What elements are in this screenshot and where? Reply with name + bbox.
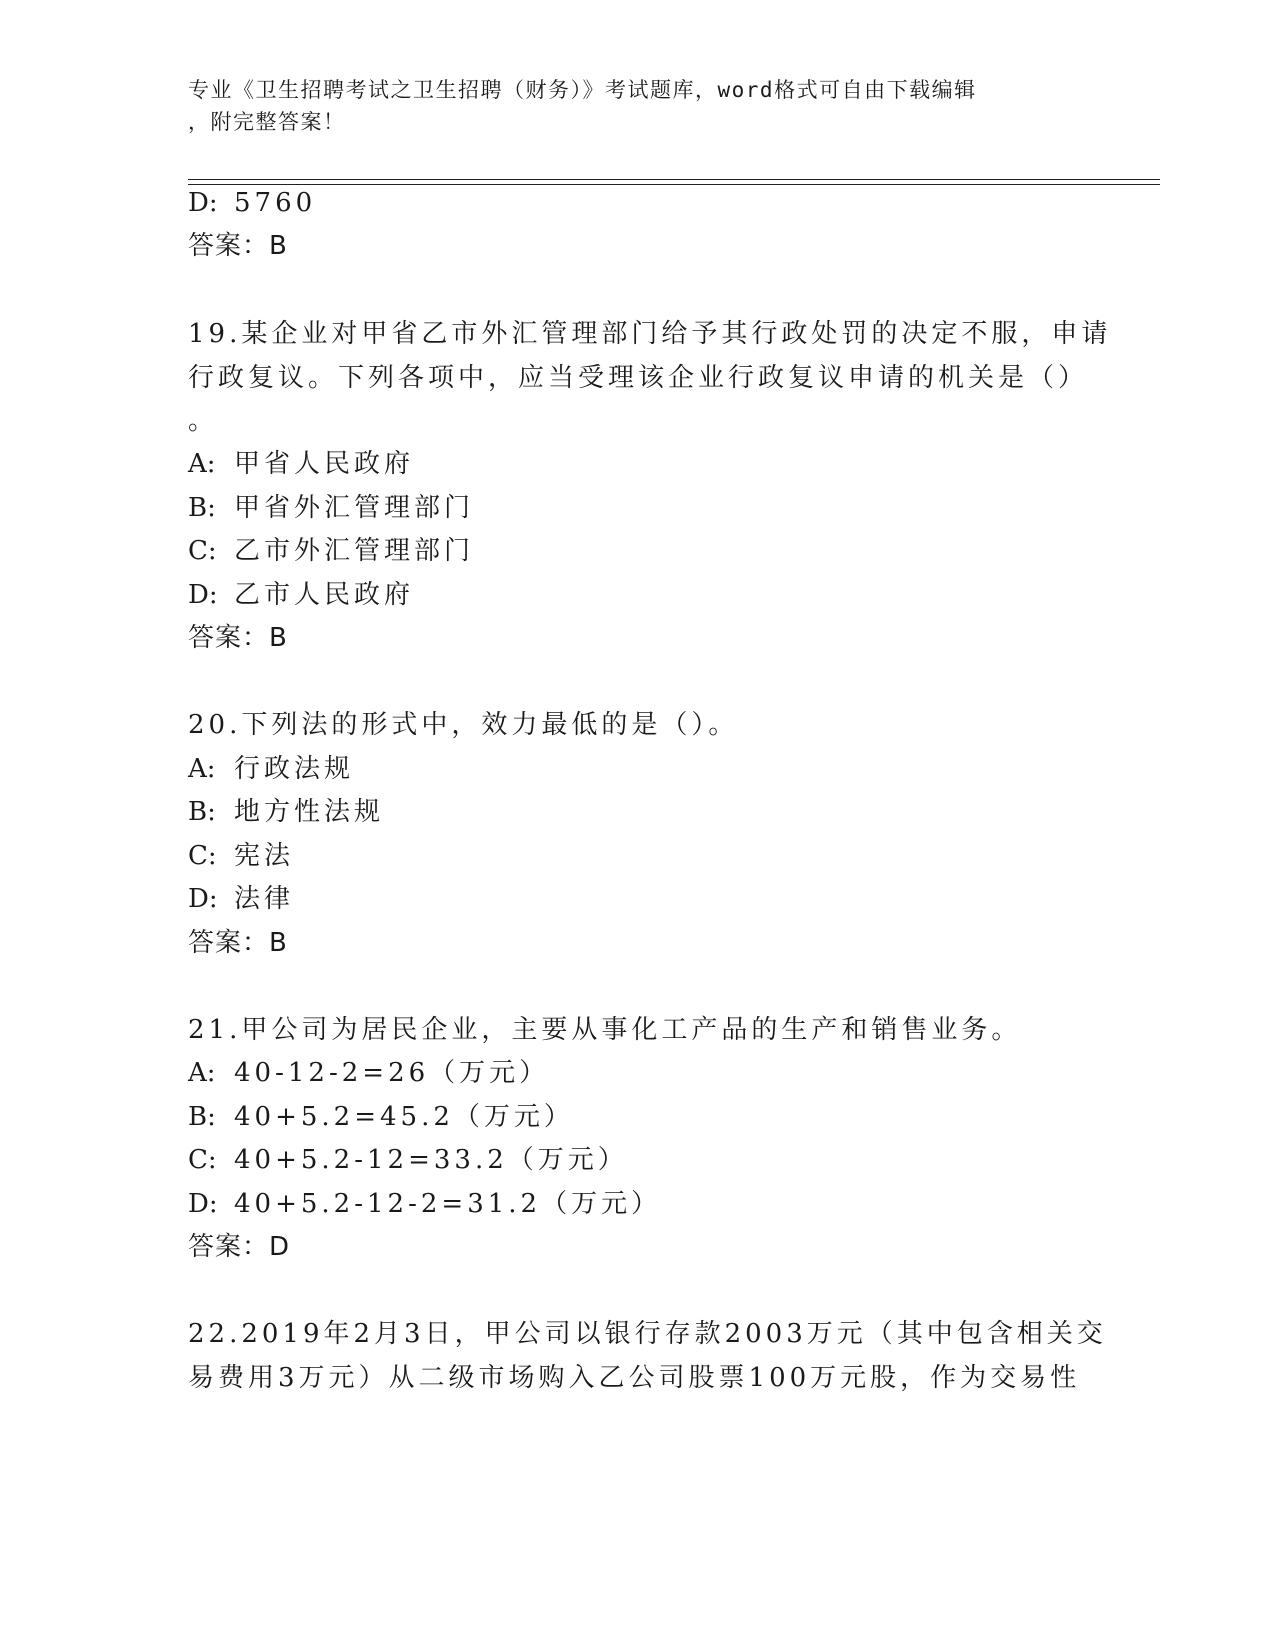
option-text: 甲省外汇管理部门 (234, 493, 475, 523)
option-c (188, 839, 294, 873)
option-label: C: (188, 536, 217, 566)
option-label: D: (188, 884, 218, 914)
option-text: 甲省人民政府 (234, 449, 415, 479)
option-c (188, 1143, 628, 1177)
option-text: 宪法 (234, 841, 295, 871)
option-text: 40+5.2-12=33.2（万元） (234, 1145, 628, 1175)
header-line-2: ，附完整答案！ (188, 110, 346, 134)
option-label: A: (188, 1058, 216, 1088)
option-a (188, 447, 414, 481)
option-label: D: (188, 580, 218, 610)
option-a (188, 1056, 549, 1090)
option-b (188, 1100, 574, 1134)
answer-line: 答案：B (188, 231, 288, 261)
option-text: 行政法规 (234, 754, 355, 784)
option-b (188, 491, 474, 525)
question-19-line-2: 行政复议。下列各项中，应当受理该企业行政复议申请的机关是（） (188, 363, 1089, 393)
option-label: C: (188, 1145, 217, 1175)
question-22-line-2: 易费用3万元）从二级市场购入乙公司股票100万元股，作为交易性 (188, 1363, 1081, 1393)
question-19-line-1: 19.某企业对甲省乙市外汇管理部门给予其行政处罚的决定不服，申请 (188, 319, 1112, 349)
option-text: 地方性法规 (234, 797, 385, 827)
option-text: 40+5.2-12-2=31.2（万元） (234, 1189, 662, 1219)
header-line-1: 专业《卫生招聘考试之卫生招聘（财务）》考试题库，word格式可自由下载编辑 (188, 78, 977, 102)
question-19-line-3: 。 (188, 406, 219, 436)
option-d (188, 1187, 661, 1221)
option-label: B: (188, 1102, 216, 1132)
header-rule-top (188, 179, 1160, 180)
option-label: B: (188, 493, 216, 523)
option-text: 5760 (234, 188, 317, 218)
option-d (188, 186, 316, 220)
option-text: 40-12-2=26（万元） (234, 1058, 550, 1088)
option-label: C: (188, 841, 217, 871)
option-label: A: (188, 754, 216, 784)
question-21-line-1: 21.甲公司为居民企业，主要从事化工产品的生产和销售业务。 (188, 1015, 1022, 1045)
question-22-line-1: 22.2019年2月3日，甲公司以银行存款2003万元（其中包含相关交 (188, 1319, 1107, 1349)
document-header (188, 74, 1088, 138)
option-label: B: (188, 797, 216, 827)
option-d (188, 578, 414, 612)
option-label: D: (188, 188, 218, 218)
option-label: A: (188, 449, 216, 479)
answer-line: 答案：B (188, 928, 288, 958)
header-rule-bottom (188, 184, 1160, 185)
option-text: 乙市人民政府 (234, 580, 415, 610)
option-c (188, 534, 474, 568)
option-b (188, 795, 384, 829)
option-text: 法律 (234, 884, 295, 914)
option-d (188, 882, 294, 916)
answer-line: 答案：D (188, 1232, 291, 1262)
question-20-line-1: 20.下列法的形式中，效力最低的是（）。 (188, 710, 739, 740)
option-text: 40+5.2=45.2（万元） (234, 1102, 574, 1132)
option-label: D: (188, 1189, 218, 1219)
option-text: 乙市外汇管理部门 (234, 536, 475, 566)
answer-line: 答案：B (188, 623, 288, 653)
option-a (188, 752, 354, 786)
